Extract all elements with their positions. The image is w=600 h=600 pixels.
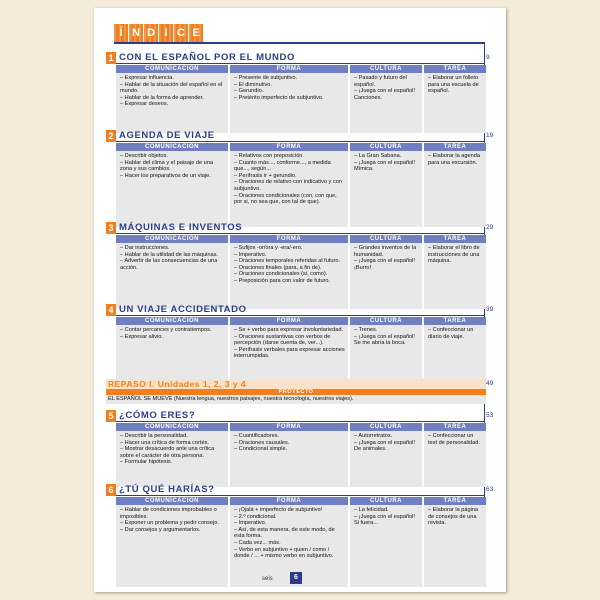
column-header: COMUNICACIÓN (116, 143, 228, 151)
header-letter: D (144, 24, 158, 42)
list-item: – Dar consejos y argumentarlos. (120, 527, 225, 534)
list-item: – Cuantificadores. (234, 433, 345, 440)
column-list (116, 505, 228, 535)
list-item: – Hacer los preparativos de un viaje. (120, 173, 225, 180)
column-list (116, 431, 228, 468)
header-letter: C (174, 24, 188, 42)
unit-page-number: 39 (486, 306, 494, 313)
unit-page-number: 19 (486, 132, 494, 139)
column-header: TAREA (424, 235, 486, 243)
column-list (424, 505, 486, 529)
column-cultura (350, 65, 422, 133)
column-header: FORMA (230, 423, 348, 431)
column-list (424, 325, 486, 342)
list-item: – Hablar de la situación del español en el mundo. (120, 82, 225, 95)
column-forma (230, 423, 348, 487)
column-list (350, 325, 422, 349)
list-item: – Oraciones temporales referidas al futuro. (234, 258, 345, 265)
list-item: – Elaborar el libro de instrucciones de una máquina. (428, 245, 483, 265)
column-cultura (350, 497, 422, 587)
list-item: – Trenes. (354, 327, 419, 334)
list-item: – Preposición para con valor de futuro. (234, 278, 345, 285)
column-comunicacion (116, 235, 228, 309)
unit-block (106, 130, 501, 206)
column-header: TAREA (424, 423, 486, 431)
column-header: COMUNICACIÓN (116, 235, 228, 243)
column-list (230, 73, 348, 103)
column-header: COMUNICACIÓN (116, 65, 228, 73)
list-item: – Grandes inventos de la humanidad. (354, 245, 419, 258)
list-item: – Formular hipótesis. (120, 459, 225, 466)
unit-block (106, 222, 501, 284)
column-list (116, 151, 228, 181)
unit-number: 1 (106, 52, 116, 64)
list-item: – Expresar influencia. (120, 75, 225, 82)
column-list (116, 325, 228, 342)
unit-header (106, 484, 501, 496)
list-item: – Elaborar la página de consejos de una revista. (428, 507, 483, 527)
list-item: – Confeccionar un diario de viaje. (428, 327, 483, 340)
unit-header (106, 410, 501, 422)
column-list (230, 505, 348, 562)
header-letter: E (189, 24, 203, 42)
unit-header (106, 222, 501, 234)
index-page (94, 8, 506, 592)
list-item: – Oraciones condicionales (con, con que, por si, no sea que, con tal de que). (234, 193, 345, 206)
column-header: COMUNICACIÓN (116, 317, 228, 325)
column-header: FORMA (230, 235, 348, 243)
unit-block (106, 484, 501, 560)
list-item: – ¡Juega con el español! Canciones. (354, 88, 419, 101)
column-header: FORMA (230, 317, 348, 325)
unit-number: 5 (106, 410, 116, 422)
list-item: – Contar percances y contratiempos. (120, 327, 225, 334)
column-header: CULTURA (350, 423, 422, 431)
repaso-title: REPASO I. Unidades 1, 2, 3 y 4 (108, 379, 247, 389)
footer-label: seis (262, 576, 273, 582)
list-item: – Elaborar la agenda para una excursión. (428, 153, 483, 166)
list-item: – Oraciones condicionales (si, como). (234, 271, 345, 278)
unit-number: 4 (106, 304, 116, 316)
list-item: – Confeccionar un test de personalidad. (428, 433, 483, 446)
unit-block (106, 410, 501, 466)
column-list (424, 73, 486, 97)
column-list (350, 243, 422, 273)
unit-rule (116, 495, 484, 496)
column-forma (230, 317, 348, 383)
column-header: TAREA (424, 143, 486, 151)
column-tarea (424, 143, 486, 227)
list-item: – Elaborar un folleto para una escuela de español. (428, 75, 483, 95)
column-header: CULTURA (350, 235, 422, 243)
unit-block (106, 304, 501, 360)
column-header: FORMA (230, 497, 348, 505)
list-item: – Advertir de las consecuencias de una acción. (120, 258, 225, 271)
list-item: – Describir objetos. (120, 153, 225, 160)
list-item: – Oraciones de relativo con indicativo y con subjuntivo. (234, 179, 345, 192)
column-comunicacion (116, 143, 228, 227)
list-item: – Así, de esta manera, de este modo, de esta forma. (234, 527, 345, 540)
column-tarea (424, 497, 486, 587)
list-item: – ¡Juega con el español! Mímica. (354, 160, 419, 173)
proyecto-label: PROYECTO (278, 389, 314, 395)
column-header: FORMA (230, 65, 348, 73)
list-item: – Pasado y futuro del español. (354, 75, 419, 88)
list-item: – Gerundio. (234, 88, 345, 95)
list-item: – Relativos con preposición. (234, 153, 345, 160)
list-item: – 2.º condicional. (234, 514, 345, 521)
unit-rule (116, 141, 484, 142)
unit-block (106, 52, 501, 108)
list-item: – Hablar de la utilidad de las máquinas. (120, 252, 225, 259)
column-cultura (350, 143, 422, 227)
list-item: – ¡Juega con el español! Si fuera... (354, 514, 419, 527)
unit-page-number: 53 (486, 412, 494, 419)
column-list (350, 505, 422, 529)
unit-page-number: 9 (486, 54, 490, 61)
column-header: CULTURA (350, 143, 422, 151)
column-forma (230, 65, 348, 133)
column-cultura (350, 317, 422, 383)
list-item: – Perífrasis verbales para expresar acciones interrumpidas. (234, 347, 345, 360)
column-header: COMUNICACIÓN (116, 423, 228, 431)
column-header: COMUNICACIÓN (116, 497, 228, 505)
column-forma (230, 143, 348, 227)
list-item: – ¡Juega con el español! Se me abría la boca. (354, 334, 419, 347)
column-tarea (424, 65, 486, 133)
footer-page-number: 6 (290, 572, 302, 584)
unit-rule (116, 233, 484, 234)
column-list (230, 325, 348, 362)
unit-number: 6 (106, 484, 116, 496)
column-header: TAREA (424, 65, 486, 73)
column-list (424, 151, 486, 168)
column-list (350, 151, 422, 175)
list-item: – Hablar de condiciones improbables o imposibles. (120, 507, 225, 520)
column-list (116, 243, 228, 273)
repaso-header (106, 379, 486, 389)
unit-title: ¿TÚ QUÉ HARÍAS? (119, 484, 215, 495)
column-list (350, 73, 422, 103)
column-tarea (424, 423, 486, 487)
column-tarea (424, 317, 486, 383)
list-item: – Autorretratos. (354, 433, 419, 440)
list-item: – La Gran Sabana. (354, 153, 419, 160)
list-item: – ¡Juega con el español! De animales. (354, 440, 419, 453)
column-forma (230, 235, 348, 309)
unit-page-number: 63 (486, 486, 494, 493)
header-letter: Í (114, 24, 128, 42)
list-item: – Mostrar desacuerdo ante una crítica sobre el carácter de otra persona. (120, 446, 225, 459)
header-letter: N (129, 24, 143, 42)
list-item: – Sufijos -or/ora y -era/-ero. (234, 245, 345, 252)
list-item: – Condicional simple. (234, 446, 345, 453)
list-item: – Perífrasis ir + gerundio. (234, 173, 345, 180)
list-item: – La felicidad. (354, 507, 419, 514)
list-item: – ¡Juega con el español! ¡Burro! (354, 258, 419, 271)
list-item: – Exponer un problema y pedir consejo. (120, 520, 225, 527)
list-item: – Dar instrucciones. (120, 245, 225, 252)
list-item: – Cada vez... más. (234, 540, 345, 547)
column-comunicacion (116, 497, 228, 587)
list-item: – Oraciones causales. (234, 440, 345, 447)
column-forma (230, 497, 348, 587)
unit-header (106, 130, 501, 142)
column-header: TAREA (424, 317, 486, 325)
unit-number: 2 (106, 130, 116, 142)
list-item: – Hacer una crítica de forma cortés. (120, 440, 225, 447)
list-item: – Se + verbo para expresar involuntariedad. (234, 327, 345, 334)
list-item: – Expresar alivio. (120, 334, 225, 341)
column-tarea (424, 235, 486, 309)
unit-title: ¿CÓMO ERES? (119, 410, 196, 421)
header-letter: I (159, 24, 173, 42)
column-cultura (350, 235, 422, 309)
column-header: CULTURA (350, 497, 422, 505)
unit-title: CON EL ESPAÑOL POR EL MUNDO (119, 52, 295, 63)
unit-title: MÁQUINAS E INVENTOS (119, 222, 243, 233)
column-header: TAREA (424, 497, 486, 505)
list-item: – Hablar de la forma de aprender. (120, 95, 225, 102)
column-comunicacion (116, 317, 228, 383)
unit-rule (116, 315, 484, 316)
proyecto-text: EL ESPAÑOL SE MUEVE (Nuestra lengua, nuestros paisajes, nuestra tecnología, nuestros viajes). (106, 395, 486, 404)
unit-rule (116, 421, 484, 422)
column-header: CULTURA (350, 65, 422, 73)
list-item: – Oraciones sustantivas con verbos de percepción (darse cuenta de, ver...). (234, 334, 345, 347)
unit-header (106, 52, 501, 64)
list-item: – Oraciones finales (para, a fin de). (234, 265, 345, 272)
column-header: FORMA (230, 143, 348, 151)
list-item: – Describir la personalidad. (120, 433, 225, 440)
column-list (350, 431, 422, 455)
list-item: – Expresar deseos. (120, 101, 225, 108)
column-list (424, 431, 486, 448)
column-header: CULTURA (350, 317, 422, 325)
list-item: – Imperativo. (234, 520, 345, 527)
unit-page-number: 29 (486, 224, 494, 231)
column-comunicacion (116, 423, 228, 487)
column-comunicacion (116, 65, 228, 133)
list-item: – El diminutivo. (234, 82, 345, 89)
column-list (230, 243, 348, 287)
column-list (230, 151, 348, 208)
list-item: – Presente de subjuntivo. (234, 75, 345, 82)
column-cultura (350, 423, 422, 487)
unit-header (106, 304, 501, 316)
header-rule (114, 42, 484, 44)
repaso-page-number: 49 (486, 380, 494, 387)
column-list (230, 431, 348, 455)
unit-title: AGENDA DE VIAJE (119, 130, 215, 141)
list-item: – Imperativo. (234, 252, 345, 259)
list-item: – Verbo en subjuntivo + quien / como / donde / ... + mismo verbo en subjuntivo. (234, 547, 345, 560)
list-item: – Pretérito imperfecto de subjuntivo. (234, 95, 345, 102)
column-list (424, 243, 486, 267)
index-header (114, 24, 204, 42)
column-list (116, 73, 228, 110)
unit-title: UN VIAJE ACCIDENTADO (119, 304, 247, 315)
list-item: – ¡Ojalá + imperfecto de subjuntivo! (234, 507, 345, 514)
list-item: – Cuanto más..., conforme..., a medida que..., según... (234, 160, 345, 173)
unit-number: 3 (106, 222, 116, 234)
unit-rule (116, 63, 484, 64)
list-item: – Hablar del clima y el paisaje de una zona y sus cambios. (120, 160, 225, 173)
